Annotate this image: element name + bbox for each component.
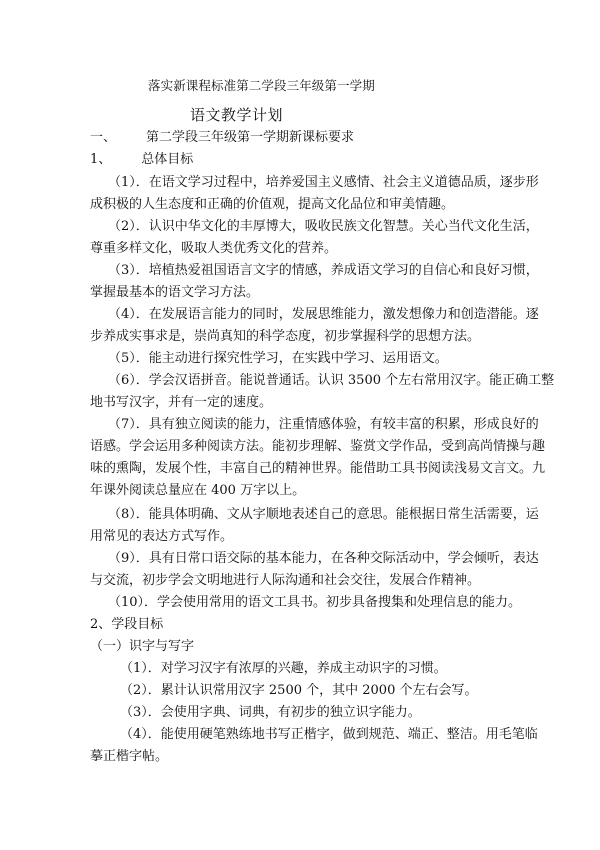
- goal-9-line-1: （9）．具有日常口语交际的基本能力，在各种交际活动中，学会倾听，表达: [108, 551, 539, 566]
- goal-4-line-2: 步养成实事求是，崇尚真知的科学态度，初步掌握科学的思想方法。: [90, 329, 481, 344]
- section-heading: [90, 130, 354, 146]
- literacy-item-4-line-2: 摹正楷字帖。: [90, 749, 169, 764]
- subsubsection-heading: （一）识字与写字: [90, 639, 195, 654]
- goal-8-line-1: （8）．能具体明确、文从字顺地表述自己的意思。能根据日常生活需要，运: [108, 507, 539, 522]
- literacy-item-1: （1）．对学习汉字有浓厚的兴趣，养成主动识字的习惯。: [120, 661, 447, 676]
- document-title: 语文教学计划: [190, 106, 284, 124]
- goal-2-line-1: （2）．认识中华文化的丰厚博大，吸收民族文化智慧。关心当代文化生活，: [108, 219, 539, 234]
- goal-7-line-3: 味的熏陶，发展个性，丰富自己的精神世界。能借助工具书阅读浅易文言文。九: [90, 461, 546, 476]
- literacy-item-2: （2）．累计认识常用汉字 2500 个，其中 2000 个左右会写。: [120, 683, 478, 698]
- goal-3-line-1: （3）．培植热爱祖国语言文字的情感，养成语文学习的自信心和良好习惯，: [108, 263, 539, 278]
- section-label: 第二学段三年级第一学期新课标要求: [146, 130, 355, 145]
- goal-2-line-2: 尊重多样文化，吸取人类优秀文化的营养。: [90, 241, 338, 256]
- subsection-label: 总体目标: [141, 152, 194, 167]
- document-header: 落实新课程标准第二学段三年级第一学期: [148, 78, 375, 93]
- goal-9-line-2: 与交流，初步学会文明地进行人际沟通和社会交往，发展合作精神。: [90, 573, 481, 588]
- goal-7-line-4: 年课外阅读总量应在 400 万字以上。: [90, 483, 306, 498]
- subsection-number: 1、: [90, 152, 112, 167]
- goal-8-line-2: 用常见的表达方式写作。: [90, 529, 234, 544]
- goal-7-line-1: （7）．具有独立阅读的能力，注重情感体验，有较丰富的积累，形成良好的: [108, 417, 539, 432]
- goal-6-line-2: 地书写汉字，并有一定的速度。: [90, 395, 273, 410]
- subsection-heading: [90, 152, 193, 168]
- goal-1-line-1: （1）．在语文学习过程中，培养爱国主义感情、社会主义道德品质，逐步形: [108, 175, 539, 190]
- goal-3-line-2: 掌握最基本的语文学习方法。: [90, 285, 260, 300]
- goal-7-line-2: 语感。学会运用多种阅读方法。能初步理解、鉴赏文学作品，受到高尚情操与趣: [90, 439, 546, 454]
- subsection-2-heading: 2、学段目标: [90, 617, 164, 632]
- goal-10-line-1: （10）．学会使用常用的语文工具书。初步具备搜集和处理信息的能力。: [108, 595, 522, 610]
- goal-6-line-1: （6）．学会汉语拼音。能说普通话。认识 3500 个左右常用汉字。能正确工整: [108, 373, 555, 388]
- goal-4-line-1: （4）．在发展语言能力的同时，发展思维能力，激发想像力和创造潜能。逐: [108, 307, 539, 322]
- literacy-item-4-line-1: （4）．能使用硬笔熟练地书写正楷字，做到规范、端正、整洁。用毛笔临: [120, 727, 538, 742]
- section-number: 一、: [90, 130, 117, 145]
- literacy-item-3: （3）．会使用字典、词典，有初步的独立识字能力。: [120, 705, 421, 720]
- goal-5-line-1: （5）．能主动进行探究性学习，在实践中学习、运用语文。: [108, 351, 448, 366]
- goal-1-line-2: 成积极的人生态度和正确的价值观，提高文化品位和审美情趣。: [90, 197, 455, 212]
